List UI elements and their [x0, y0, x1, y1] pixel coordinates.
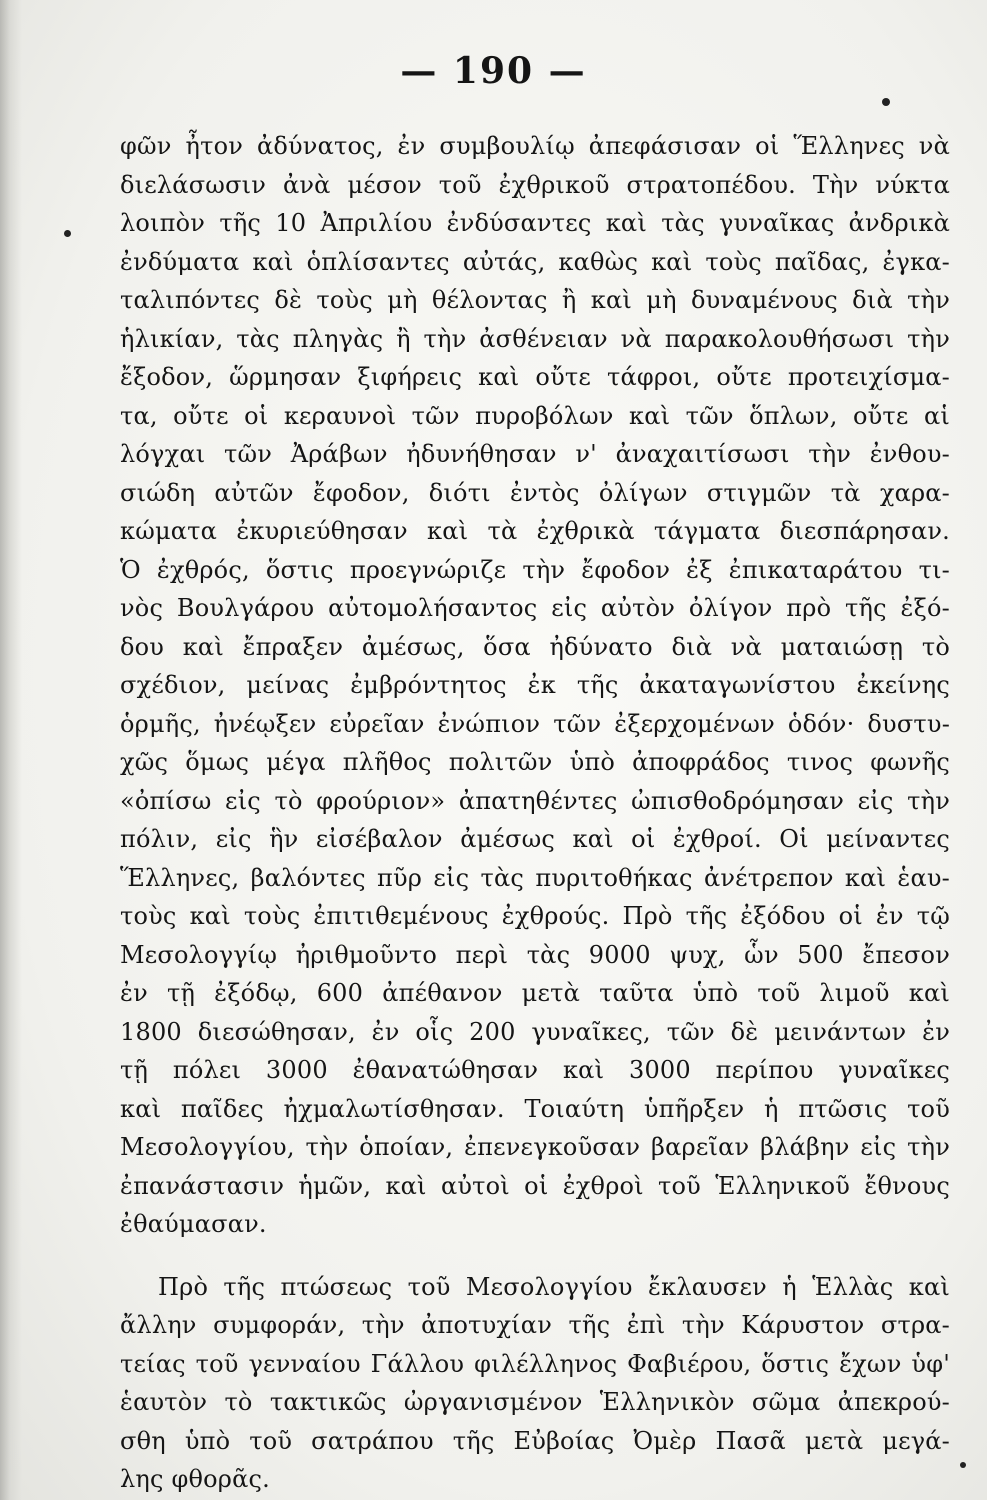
text-line: φῶν ἦτον ἀδύνατος, ἐν συμβουλίῳ ἀπεφάσισαν οἱ Ἕλληνες νὰ: [120, 132, 950, 160]
paragraph-gap: [120, 1244, 950, 1268]
text-line: σθη ὑπὸ τοῦ σατράπου τῆς Εὐβοίας Ὀμὲρ Πασᾶ μετὰ μεγά-: [120, 1426, 950, 1455]
text-line: τῇ πόλει 3000 ἐθανατώθησαν καὶ 3000 περίπου γυναῖκες: [120, 1056, 950, 1084]
text-line: ἑαυτὸν τὸ τακτικῶς ὠργανισμένον Ἑλληνικὸν σῶμα ἀπεκρού-: [120, 1388, 950, 1416]
text-line: τοὺς καὶ τοὺς ἐπιτιθεμένους ἐχθρούς. Πρὸ τῆς ἐξόδου οἱ ἐν τῷ: [120, 902, 950, 930]
text-line: πόλιν, εἰς ἣν εἰσέβαλον ἀμέσως καὶ οἱ ἐχθροί. Οἱ μείναντες: [120, 825, 950, 853]
binding-shadow: [0, 0, 22, 1500]
text-line: χῶς ὅμως μέγα πλῆθος πολιτῶν ὑπὸ ἀποφράδος τινος φωνῆς: [120, 748, 950, 776]
ink-speck: [64, 230, 71, 237]
page-number: — 190 —: [400, 50, 587, 92]
text-line: δου καὶ ἔπραξεν ἀμέσως, ὅσα ἠδύνατο διὰ νὰ ματαιώσῃ τὸ: [120, 632, 950, 661]
text-line: «ὀπίσω εἰς τὸ φρούριον» ἀπατηθέντες ὠπισθοδρόμησαν εἰς τὴν: [120, 786, 950, 815]
text-line: Ὁ ἐχθρός, ὅστις προεγνώριζε τὴν ἔφοδον ἐξ ἐπικαταράτου τι-: [120, 555, 950, 584]
text-line: ἐθαύμασαν.: [120, 1210, 267, 1238]
text-line: Πρὸ τῆς πτώσεως τοῦ Μεσολογγίου ἔκλαυσεν ἡ Ἑλλὰς καὶ: [158, 1272, 950, 1301]
text-line: τείας τοῦ γενναίου Γάλλου φιλέλληνος Φαβιέρου, ὅστις ἔχων ὑφ': [120, 1349, 950, 1378]
text-line: κώματα ἐκυριεύθησαν καὶ τὰ ἐχθρικὰ τάγματα διεσπάρησαν.: [120, 517, 950, 545]
text-line: ἐν τῇ ἐξόδῳ, 600 ἀπέθανον μετὰ ταῦτα ὑπὸ τοῦ λιμοῦ καὶ: [120, 979, 950, 1007]
ink-speck: [882, 98, 890, 106]
text-line: Ἕλληνες, βαλόντες πῦρ εἰς τὰς πυριτοθήκας ἀνέτρεπον καὶ ἑαυ-: [120, 863, 950, 892]
text-line: ὁρμῆς, ἠνέῳξεν εὐρεῖαν ἐνώπιον τῶν ἐξερχομένων ὁδόν· δυστυ-: [120, 709, 950, 738]
text-line: Μεσολογγίῳ ἠριθμοῦντο περὶ τὰς 9000 ψυχ, ὧν 500 ἔπεσον: [120, 940, 950, 969]
text-line: σχέδιον, μείνας ἐμβρόντητος ἐκ τῆς ἀκαταγωνίστου ἐκείνης: [120, 671, 950, 699]
paragraph-2: [120, 1268, 950, 1499]
ink-speck: [960, 1462, 966, 1468]
text-line: τα, οὔτε οἱ κεραυνοὶ τῶν πυροβόλων καὶ τῶν ὅπλων, οὔτε αἱ: [120, 401, 950, 430]
text-line: καὶ παῖδες ἠχμαλωτίσθησαν. Τοιαύτη ὑπῆρξεν ἡ πτῶσις τοῦ: [120, 1094, 950, 1123]
text-line: σιώδη αὐτῶν ἔφοδον, διότι ἐντὸς ὀλίγων στιγμῶν τὰ χαρα-: [120, 478, 950, 507]
body-text: [120, 127, 950, 1499]
text-line: λης φθορᾶς.: [120, 1465, 270, 1493]
text-line: ἄλλην συμφοράν, τὴν ἀποτυχίαν τῆς ἐπὶ τὴν Κάρυστον στρα-: [120, 1311, 950, 1339]
text-line: λόγχαι τῶν Ἀράβων ἠδυνήθησαν ν' ἀναχαιτίσωσι τὴν ἐνθου-: [120, 440, 950, 468]
paragraph-1: [120, 127, 950, 1244]
text-line: 1800 διεσώθησαν, ἐν οἷς 200 γυναῖκες, τῶν δὲ μεινάντων ἐν: [120, 1017, 950, 1046]
text-line: Μεσολογγίου, τὴν ὁποίαν, ἐπενεγκοῦσαν βαρεῖαν βλάβην εἰς τὴν: [120, 1133, 950, 1161]
text-line: ἡλικίαν, τὰς πληγὰς ἢ τὴν ἀσθένειαν νὰ παρακολουθήσωσι τὴν: [120, 324, 950, 353]
text-line: ἔξοδον, ὥρμησαν ξιφήρεις καὶ οὔτε τάφροι, οὔτε προτειχίσμα-: [120, 363, 950, 391]
text-line: διελάσωσιν ἀνὰ μέσον τοῦ ἐχθρικοῦ στρατοπέδου. Τὴν νύκτα: [120, 170, 950, 199]
text-line: ἐνδύματα καὶ ὁπλίσαντες αὐτάς, καθὼς καὶ τοὺς παῖδας, ἐγκα-: [120, 247, 950, 276]
text-line: ἐπανάστασιν ἡμῶν, καὶ αὐτοὶ οἱ ἐχθροὶ τοῦ Ἑλληνικοῦ ἔθνους: [120, 1171, 950, 1200]
text-line: λοιπὸν τῆς 10 Ἀπριλίου ἐνδύσαντες καὶ τὰς γυναῖκας ἀνδρικὰ: [120, 209, 950, 237]
text-line: νὸς Βουλγάρου αὐτομολήσαντος εἰς αὐτὸν ὀλίγον πρὸ τῆς ἐξό-: [120, 594, 950, 622]
text-line: ταλιπόντες δὲ τοὺς μὴ θέλοντας ἢ καὶ μὴ δυναμένους διὰ τὴν: [120, 286, 950, 314]
